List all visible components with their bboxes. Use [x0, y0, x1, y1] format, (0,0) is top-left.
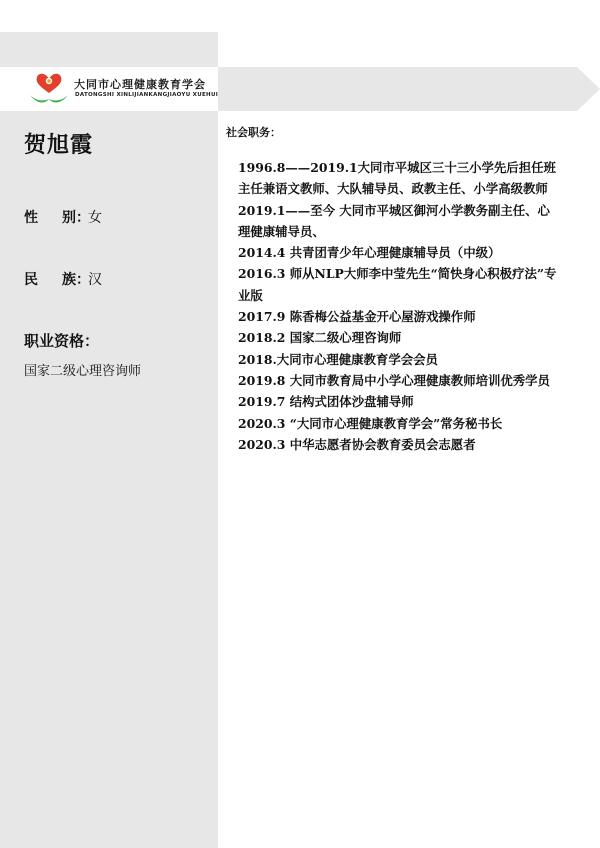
ethnicity-value: 汉: [88, 272, 102, 288]
social-duties-list: [238, 157, 560, 455]
list-item: 2020.3 中华志愿者协会教育委员会志愿者: [238, 436, 476, 452]
list-item: 2014.4 共青团青少年心理健康辅导员（中级）: [238, 245, 501, 261]
ethnicity-row: [24, 269, 102, 289]
list-item: 2018.2 国家二级心理咨询师: [238, 330, 402, 346]
list-item: 2016.3 师从NLP大师李中莹先生“简快身心积极疗法”专业版: [238, 266, 557, 303]
qualification-value: 国家二级心理咨询师: [24, 364, 142, 379]
qualification-title: 职业资格：: [24, 332, 100, 350]
list-item: 2017.9 陈香梅公益基金开心屋游戏操作师: [238, 309, 476, 325]
list-item: 2020.3 “大同市心理健康教育学会”常务秘书长: [238, 415, 503, 431]
org-name-cn: 大同市心理健康教育学会: [74, 78, 206, 91]
header-arrow-band: [218, 67, 600, 111]
gender-key: 性 别：: [24, 210, 90, 226]
org-logo-icon: [26, 69, 72, 109]
list-item: 2019.7 结构式团体沙盘辅导师: [238, 394, 414, 410]
list-item: 2019.1——至今 大同市平城区御河小学教务副主任、心理健康辅导员、: [238, 202, 550, 239]
gender-row: [24, 207, 102, 227]
list-item: 1996.8——2019.1大同市平城区三十三小学先后担任班主任兼语文教师、大队辅导员、政教主任、小学高级教师: [238, 160, 556, 197]
org-logo: [0, 67, 218, 111]
org-name-en: DATONGSHI XINLIJIANKANGJIAOYU XUEHUI: [75, 92, 219, 98]
gender-value: 女: [88, 210, 102, 226]
list-item: 2019.8 大同市教育局中小学心理健康教师培训优秀学员: [238, 372, 550, 388]
list-item: 2018.大同市心理健康教育学会会员: [238, 351, 438, 367]
ethnicity-key: 民 族：: [24, 272, 90, 288]
social-duties-label: 社会职务：: [226, 126, 281, 139]
person-name: 贺旭霞: [24, 133, 94, 158]
